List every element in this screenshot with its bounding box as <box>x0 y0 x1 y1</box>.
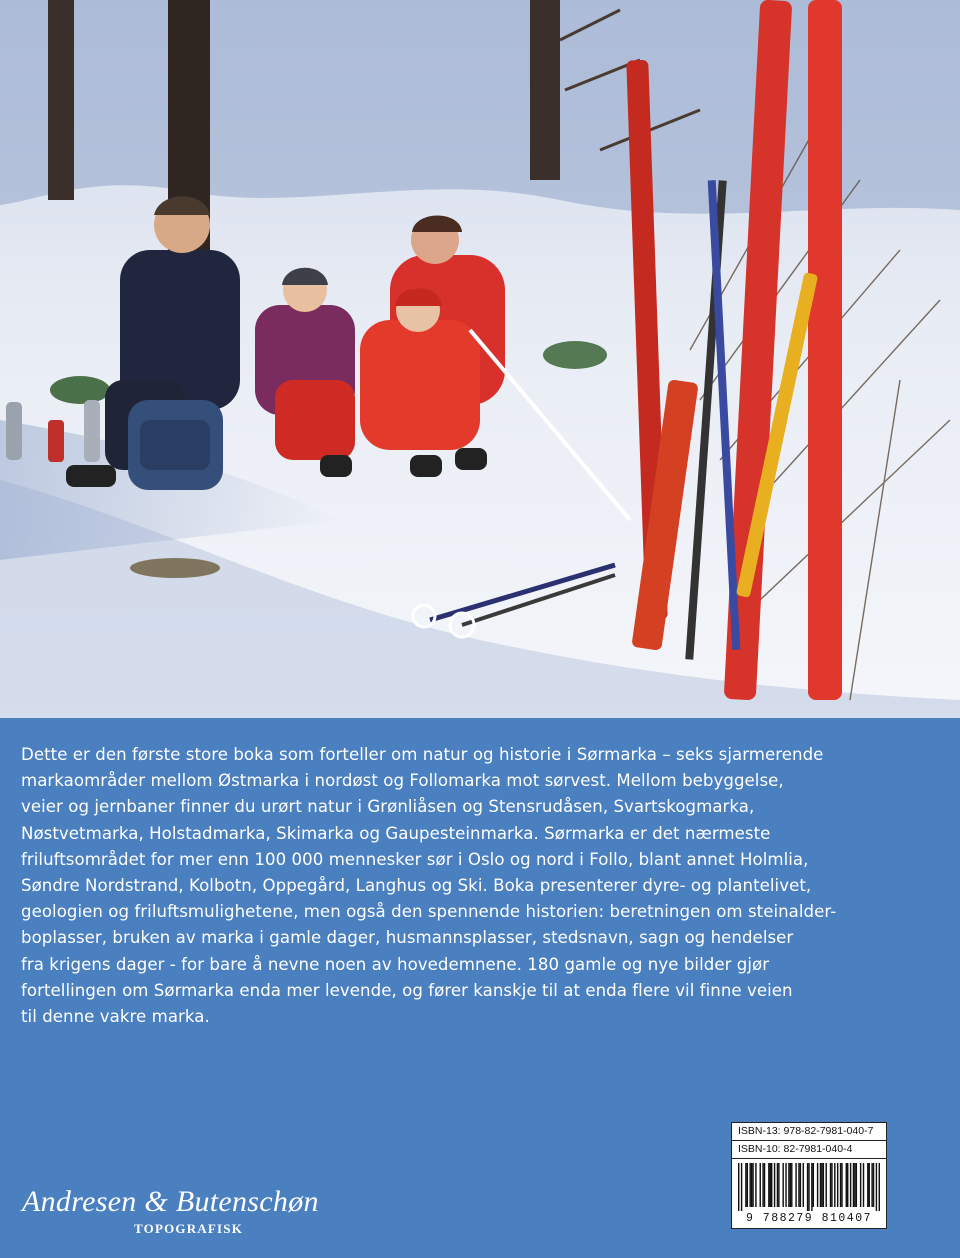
barcode-bars <box>738 1163 880 1211</box>
blurb-line: fra krigens dager - for bare å nevne noen av hovedemnene. 180 gamle og nye bilder gjør <box>21 954 770 974</box>
blurb-line: Søndre Nordstrand, Kolbotn, Oppegård, Langhus og Ski. Boka presenterer dyre- og plantelivet, <box>21 876 812 896</box>
back-cover-blurb <box>21 742 941 1030</box>
blurb-line: Dette er den første store boka som forteller om natur og historie i Sørmarka – seks sjarmerende <box>21 745 824 764</box>
barcode <box>732 1159 886 1228</box>
blurb-line: markaområder mellom Østmarka i nordøst og Follomarka mot sørvest. Mellom bebyggelse, <box>21 771 784 791</box>
publisher-imprint: TOPOGRAFISK <box>134 1221 244 1236</box>
blurb-line: Nøstvetmarka, Holstadmarka, Skimarka og Gaupesteinmarka. Sørmarka er det nærmeste <box>21 823 771 843</box>
blurb-line: veier og jernbaner finner du urørt natur i Grønliåsen og Stensrudåsen, Svartskogmarka, <box>21 797 755 817</box>
blurb-line: boplasser, bruken av marka i gamle dager, husmannsplasser, stedsnavn, sagn og hendelser <box>21 928 794 948</box>
isbn-barcode-box <box>731 1122 887 1229</box>
barcode-digits: 9 788279 810407 <box>745 1212 873 1225</box>
blurb-line: friluftsområdet for mer enn 100 000 mennesker sør i Oslo og nord i Follo, blant annet Holmlia, <box>21 849 809 869</box>
blurb-line: fortellingen om Sørmarka enda mer levende, og fører kanskje til at enda flere vil finne veien <box>21 980 793 1000</box>
isbn-13: ISBN-13: 978-82-7981-040-7 <box>732 1123 886 1141</box>
blurb-line: geologien og friluftsmulighetene, men også den spennende historien: beretningen om steinalder- <box>21 902 837 922</box>
publisher-logo <box>22 1185 319 1237</box>
publisher-name: Andresen & Butenschøn <box>22 1185 319 1218</box>
isbn-10: ISBN-10: 82-7981-040-4 <box>732 1141 886 1159</box>
blurb-line: til denne vakre marka. <box>21 1007 210 1027</box>
